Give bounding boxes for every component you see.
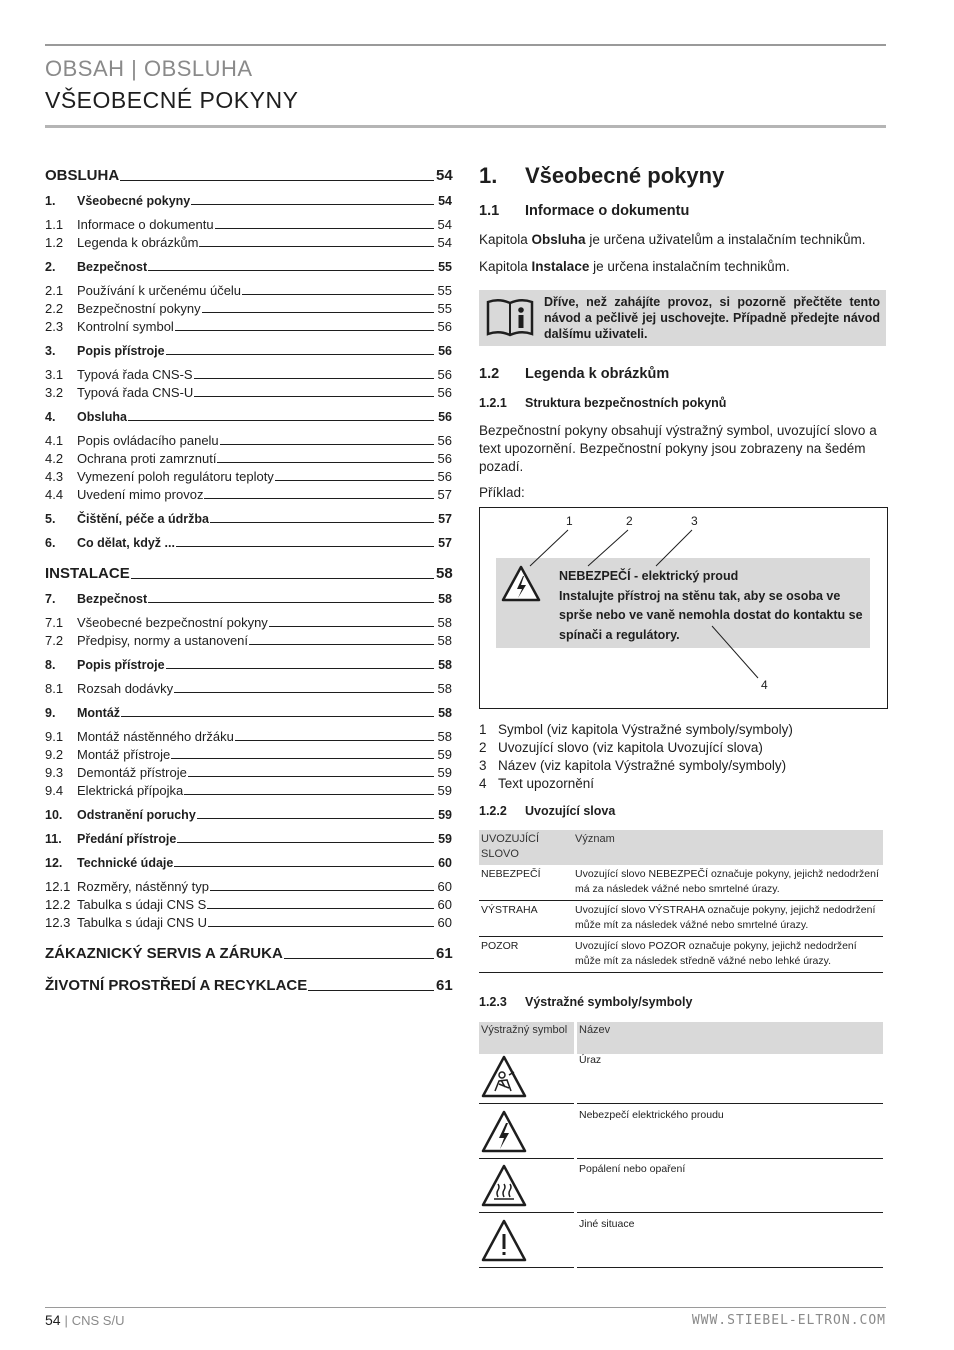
subsection-heading-1-2-3: [479, 995, 886, 1009]
toc-page: 60: [438, 856, 452, 870]
toc-title: Typová řada CNS-S: [77, 367, 193, 382]
toc-number: 12.3: [45, 915, 71, 930]
callout-1: 1: [566, 514, 573, 528]
text: je určena instalačním technikům.: [589, 259, 790, 274]
toc-title: Montáž nástěnného držáku: [77, 729, 234, 744]
toc-entry[interactable]: [45, 364, 452, 382]
toc-number: 1.2: [45, 235, 64, 250]
toc-number: 9.4: [45, 783, 64, 798]
toc-leader-line: [215, 228, 434, 229]
toc-entry[interactable]: [45, 678, 452, 696]
toc-number: 7.: [45, 592, 56, 606]
toc-number: 4.4: [45, 487, 64, 502]
toc-page: 56: [438, 410, 452, 424]
legend-list: [479, 721, 886, 793]
toc-leader-line: [174, 692, 434, 693]
toc-entry[interactable]: [45, 726, 452, 744]
toc-leader-line: [220, 444, 434, 445]
symbol-row: [479, 1214, 883, 1267]
toc-title: Technické údaje: [77, 856, 174, 870]
subsection-title: Struktura bezpečnostních pokynů: [525, 396, 727, 410]
text-bold: Obsluha: [531, 232, 586, 247]
symbol-row: [479, 1159, 883, 1212]
toc-page: 59: [438, 808, 452, 822]
toc-entry[interactable]: [45, 588, 452, 606]
example-warning-text: [559, 567, 871, 645]
symbol-name-cell: [577, 1105, 883, 1159]
section-heading: [479, 163, 886, 189]
toc-leader-line: [148, 270, 434, 271]
toc-page: 58: [438, 658, 452, 672]
toc-page: 60: [437, 897, 452, 912]
toc-number: 4.2: [45, 451, 64, 466]
toc-leader-line: [242, 294, 434, 295]
toc-title: Používání k určenému účelu: [77, 283, 242, 298]
toc-number: 10.: [45, 808, 63, 822]
toc-leader-line: [235, 740, 434, 741]
subsection-heading-1-2-2: [479, 804, 886, 818]
toc-entry[interactable]: [45, 876, 452, 894]
toc-title: Předání přístroje: [77, 832, 177, 846]
toc-page: 57: [438, 536, 452, 550]
section-title: Všeobecné pokyny: [525, 163, 725, 188]
toc-entry[interactable]: [45, 430, 452, 448]
toc-number: 4.: [45, 410, 56, 424]
toc-title: Bezpečnostní pokyny: [77, 301, 201, 316]
toc-page: 57: [437, 487, 452, 502]
subsection-title: Uvozující slova: [525, 804, 616, 818]
signal-word-cell: POZOR: [479, 937, 573, 973]
top-rule: [45, 44, 886, 46]
legend-text: Uvozující slovo (viz kapitola Uvozující slova): [498, 740, 763, 755]
toc-entry[interactable]: [45, 972, 452, 994]
toc-leader-line: [284, 958, 434, 959]
toc-page: 58: [437, 633, 452, 648]
toc-page: 61: [436, 977, 453, 994]
legend-text: Název (viz kapitola Výstražné symboly/symboly): [498, 758, 787, 773]
example-label: Příklad:: [479, 485, 525, 500]
toc-entry[interactable]: [45, 382, 452, 400]
toc-entry[interactable]: [45, 762, 452, 780]
toc-leader-line: [199, 246, 434, 247]
toc-number: 1.: [45, 194, 56, 208]
burn-warning-icon: [481, 1164, 527, 1208]
toc-number: 5.: [45, 512, 56, 526]
toc-page: 54: [437, 217, 452, 232]
footer-url[interactable]: WWW.STIEBEL-ELTRON.COM: [691, 1313, 886, 1328]
toc-number: 3.2: [45, 385, 64, 400]
toc-title: ŽIVOTNÍ PROSTŘEDÍ A RECYKLACE: [45, 977, 308, 994]
example-warning-title: NEBEZPEČÍ - elektrický proud: [559, 569, 739, 583]
header-rule: [45, 125, 886, 128]
toc-leader-line: [208, 926, 434, 927]
symbol-cell: [479, 1050, 574, 1104]
toc-number: 3.1: [45, 367, 64, 382]
toc-page: 58: [437, 615, 452, 630]
signal-word-cell: NEBEZPEČÍ: [479, 865, 573, 901]
footer-rule: [45, 1307, 886, 1308]
toc-entry[interactable]: [45, 162, 452, 184]
electric-warning-icon: [501, 565, 541, 603]
symbol-cell: [479, 1159, 574, 1213]
toc-title: Bezpečnost: [77, 592, 148, 606]
toc-page: 56: [438, 344, 452, 358]
toc-title: Čištění, péče a údržba: [77, 512, 209, 526]
symbol-name: Úraz: [579, 1054, 602, 1066]
toc-leader-line: [249, 644, 434, 645]
toc-page: 60: [437, 915, 452, 930]
legend-number: 3: [479, 758, 487, 773]
symbol-name-cell: [577, 1159, 883, 1213]
symbol-row: [479, 1050, 883, 1103]
footer-left: [45, 1312, 124, 1328]
toc-entry[interactable]: [45, 654, 452, 672]
toc-page: 57: [438, 512, 452, 526]
toc-title: Rozměry, nástěnný typ: [77, 879, 209, 894]
toc-title: Demontáž přístroje: [77, 765, 187, 780]
toc-leader-line: [171, 758, 434, 759]
toc-leader-line: [174, 866, 434, 867]
legend-text: Text upozornění: [498, 776, 595, 791]
toc-entry[interactable]: [45, 828, 452, 846]
toc-number: 8.: [45, 658, 56, 672]
page-title: VŠEOBECNÉ POKYNY: [45, 87, 299, 113]
toc-number: 7.2: [45, 633, 64, 648]
table-row: [479, 865, 883, 901]
injury-warning-icon: [481, 1055, 527, 1099]
manual-book-icon: [485, 296, 535, 340]
toc-entry[interactable]: [45, 702, 452, 720]
toc-entry[interactable]: [45, 280, 452, 298]
header-cell: Výstražný symbol: [481, 1024, 568, 1036]
toc-page: 58: [437, 729, 452, 744]
toc-entry[interactable]: [45, 448, 452, 466]
toc-entry[interactable]: [45, 940, 452, 962]
toc-leader-line: [194, 396, 434, 397]
toc-leader-line: [120, 180, 434, 181]
footer-model: CNS S/U: [71, 1313, 125, 1328]
legend-number: 2: [479, 740, 487, 755]
toc-leader-line: [148, 602, 434, 603]
read-manual-note: [479, 290, 886, 346]
signal-word-cell: VÝSTRAHA: [479, 901, 573, 937]
toc-number: 12.1: [45, 879, 71, 894]
subsection-number: 1.2.3: [479, 995, 507, 1009]
symbol-row: [479, 1105, 883, 1158]
callout-4: 4: [761, 678, 768, 692]
signal-words-table: [479, 830, 883, 973]
toc-title: Legenda k obrázkům: [77, 235, 199, 250]
legend-item: [479, 739, 886, 757]
toc-entry[interactable]: [45, 894, 452, 912]
general-warning-icon: [481, 1219, 527, 1263]
subsection-title: Legenda k obrázkům: [525, 366, 670, 382]
toc-page: 56: [437, 469, 452, 484]
toc-leader-line: [121, 716, 434, 717]
paragraph-obsluha: [479, 231, 886, 249]
toc-title: Uvedení mimo provoz: [77, 487, 204, 502]
text-bold: Instalace: [531, 259, 590, 274]
toc-page: 56: [437, 451, 452, 466]
toc-number: 2.3: [45, 319, 64, 334]
subsection-heading-1-2: [479, 366, 886, 382]
toc-leader-line: [210, 890, 434, 891]
toc-title: Všeobecné bezpečnostní pokyny: [77, 615, 268, 630]
symbol-cell: [479, 1105, 574, 1159]
toc-number: 12.2: [45, 897, 71, 912]
toc-page: 58: [438, 706, 452, 720]
toc-title: Popis ovládacího panelu: [77, 433, 219, 448]
signal-meaning-cell: Uvozující slovo NEBEZPEČÍ označuje pokyny, jejichž nedodržení má za následek vážné nebo smrtelné úrazy.: [573, 865, 883, 901]
toc-leader-line: [197, 818, 434, 819]
toc-page: 55: [437, 301, 452, 316]
toc-entry[interactable]: [45, 560, 452, 582]
toc-number: 4.3: [45, 469, 64, 484]
toc-title: Vymezení poloh regulátoru teploty: [77, 469, 274, 484]
signal-meaning-cell: Uvozující slovo POZOR označuje pokyny, jejichž nedodržení může mít za následek středně vážné nebo lehké úrazy.: [573, 937, 883, 973]
toc-entry[interactable]: [45, 406, 452, 424]
toc-title: Všeobecné pokyny: [77, 194, 191, 208]
toc-title: OBSLUHA: [45, 167, 120, 184]
toc-page: 56: [437, 319, 452, 334]
symbol-name: Jiné situace: [579, 1218, 635, 1230]
section-number: 1.: [479, 163, 498, 188]
toc-entry[interactable]: [45, 508, 452, 526]
toc-leader-line: [210, 522, 434, 523]
toc-number: 1.1: [45, 217, 64, 232]
toc-title: Tabulka s údaji CNS U: [77, 915, 208, 930]
toc-title: Obsluha: [77, 410, 128, 424]
toc-entry[interactable]: [45, 780, 452, 798]
toc-leader-line: [194, 378, 434, 379]
example-box: [479, 507, 888, 709]
toc-title: Rozsah dodávky: [77, 681, 174, 696]
toc-page: 54: [437, 235, 452, 250]
header-breadcrumb: OBSAH | OBSLUHA: [45, 56, 253, 81]
subsection-number: 1.2.1: [479, 396, 507, 410]
toc-leader-line: [166, 354, 434, 355]
header-cell: Název: [579, 1024, 611, 1036]
toc-title: Tabulka s údaji CNS S: [77, 897, 207, 912]
symbol-name: Nebezpečí elektrického proudu: [579, 1109, 724, 1121]
toc-number: 7.1: [45, 615, 64, 630]
subsection-heading-1-1: [479, 203, 886, 219]
toc-entry[interactable]: [45, 804, 452, 822]
toc-number: 2.1: [45, 283, 64, 298]
callout-2: 2: [626, 514, 633, 528]
toc-title: Bezpečnost: [77, 260, 148, 274]
symbol-name-cell: [577, 1214, 883, 1268]
toc-number: 9.2: [45, 747, 64, 762]
toc-leader-line: [131, 578, 434, 579]
toc-page: 59: [437, 765, 452, 780]
table-of-contents: [45, 162, 452, 994]
toc-leader-line: [308, 990, 434, 991]
subsection-number: 1.1: [479, 203, 500, 219]
note-text: Dříve, než zahájíte provoz, si pozorně přečtěte tento návod a pečlivě jej uschovejte. Případně předejte návod dalšímu uživateli.: [544, 295, 880, 341]
toc-entry[interactable]: [45, 316, 452, 334]
toc-entry[interactable]: [45, 630, 452, 648]
toc-title: Elektrická přípojka: [77, 783, 184, 798]
legend-item: [479, 775, 886, 793]
toc-entry[interactable]: [45, 190, 452, 208]
text: Kapitola: [479, 232, 532, 247]
toc-number: 9.1: [45, 729, 64, 744]
subsection-number: 1.2.2: [479, 804, 507, 818]
toc-leader-line: [191, 204, 434, 205]
toc-title: Ochrana proti zamrznutí: [77, 451, 217, 466]
toc-page: 59: [438, 832, 452, 846]
toc-leader-line: [204, 498, 434, 499]
paragraph-structure: Bezpečnostní pokyny obsahují výstražný symbol, uvozující slovo a text upozornění. Bezpečnostní pokyny jsou zobrazeny na šedém pozadí.: [479, 423, 877, 474]
toc-page: 58: [437, 681, 452, 696]
example-warning-body: Instalujte přístroj na stěnu tak, aby se osoba ve sprše nebo ve vaně nemohla dostat do kontaktu se spínači a regulátory.: [559, 588, 863, 642]
toc-page: 56: [437, 433, 452, 448]
toc-entry[interactable]: [45, 214, 452, 232]
toc-page: 56: [437, 367, 452, 382]
toc-entry[interactable]: [45, 466, 452, 484]
toc-entry[interactable]: [45, 912, 452, 930]
toc-number: 8.1: [45, 681, 64, 696]
toc-title: Montáž přístroje: [77, 747, 171, 762]
toc-title: Popis přístroje: [77, 344, 165, 358]
toc-leader-line: [207, 908, 434, 909]
header-cell: Význam: [573, 830, 883, 865]
legend-text: Symbol (viz kapitola Výstražné symboly/symboly): [498, 722, 793, 737]
toc-title: ZÁKAZNICKÝ SERVIS A ZÁRUKA: [45, 945, 283, 962]
toc-number: 9.3: [45, 765, 64, 780]
toc-number: 4.1: [45, 433, 64, 448]
toc-number: 12.: [45, 856, 63, 870]
table-header-row: [479, 830, 883, 865]
toc-page: 56: [437, 385, 452, 400]
toc-leader-line: [269, 626, 434, 627]
toc-leader-line: [177, 842, 434, 843]
toc-page: 58: [438, 592, 452, 606]
toc-title: Informace o dokumentu: [77, 217, 214, 232]
toc-leader-line: [184, 794, 434, 795]
signal-words-table-wrap: [479, 830, 886, 973]
toc-title: Montáž: [77, 706, 121, 720]
subsection-title: Výstražné symboly/symboly: [525, 995, 693, 1009]
toc-entry[interactable]: [45, 256, 452, 274]
legend-number: 1: [479, 722, 487, 737]
subsection-heading-1-2-1: [479, 396, 886, 410]
toc-leader-line: [176, 546, 434, 547]
toc-leader-line: [188, 776, 434, 777]
electric-warning-icon: [481, 1110, 527, 1154]
toc-number: 3.: [45, 344, 56, 358]
signal-meaning-cell: Uvozující slovo VÝSTRAHA označuje pokyny, jejichž nedodržení může mít za následek vážné nebo smrtelné úrazy.: [573, 901, 883, 937]
toc-leader-line: [275, 480, 434, 481]
toc-number: 2.2: [45, 301, 64, 316]
legend-item: [479, 721, 886, 739]
page-number: 54: [45, 1312, 61, 1328]
toc-title: Předpisy, normy a ustanovení: [77, 633, 249, 648]
callout-3: 3: [691, 514, 698, 528]
toc-entry[interactable]: [45, 852, 452, 870]
footer-separator: |: [64, 1313, 68, 1328]
toc-page: 55: [437, 283, 452, 298]
toc-entry[interactable]: [45, 744, 452, 762]
toc-number: 11.: [45, 832, 62, 846]
symbol-name: Popálení nebo opaření: [579, 1163, 686, 1175]
toc-page: 58: [436, 565, 453, 582]
toc-entry[interactable]: [45, 532, 452, 550]
toc-entry[interactable]: [45, 612, 452, 630]
toc-leader-line: [166, 668, 434, 669]
paragraph-instalace: [479, 258, 886, 276]
subsection-number: 1.2: [479, 366, 500, 382]
toc-title: INSTALACE: [45, 565, 130, 582]
header-cell: UVOZUJÍCÍ SLOVO: [479, 830, 573, 865]
table-row: [479, 901, 883, 937]
toc-page: 54: [436, 167, 453, 184]
toc-number: 6.: [45, 536, 56, 550]
toc-page: 55: [438, 260, 452, 274]
legend-item: [479, 757, 886, 775]
toc-entry[interactable]: [45, 484, 452, 502]
subsection-title: Informace o dokumentu: [525, 203, 690, 219]
toc-leader-line: [175, 330, 434, 331]
toc-title: Typová řada CNS-U: [77, 385, 194, 400]
text: Kapitola: [479, 259, 532, 274]
toc-title: Kontrolní symbol: [77, 319, 174, 334]
symbol-name-cell: [577, 1050, 883, 1104]
toc-entry[interactable]: [45, 340, 452, 358]
toc-page: 61: [436, 945, 453, 962]
toc-number: 9.: [45, 706, 56, 720]
toc-entry[interactable]: [45, 232, 452, 250]
toc-page: 60: [437, 879, 452, 894]
symbol-cell: [479, 1214, 574, 1268]
legend-number: 4: [479, 776, 487, 791]
toc-title: Odstranění poruchy: [77, 808, 196, 822]
toc-leader-line: [128, 420, 434, 421]
toc-leader-line: [217, 462, 434, 463]
toc-page: 59: [437, 747, 452, 762]
toc-title: Co dělat, když ...: [77, 536, 175, 550]
text: je určena uživatelům a instalačním technikům.: [585, 232, 866, 247]
toc-leader-line: [202, 312, 434, 313]
toc-number: 2.: [45, 260, 56, 274]
toc-title: Popis přístroje: [77, 658, 165, 672]
toc-entry[interactable]: [45, 298, 452, 316]
table-row: [479, 937, 883, 973]
toc-page: 59: [437, 783, 452, 798]
toc-page: 54: [438, 194, 452, 208]
